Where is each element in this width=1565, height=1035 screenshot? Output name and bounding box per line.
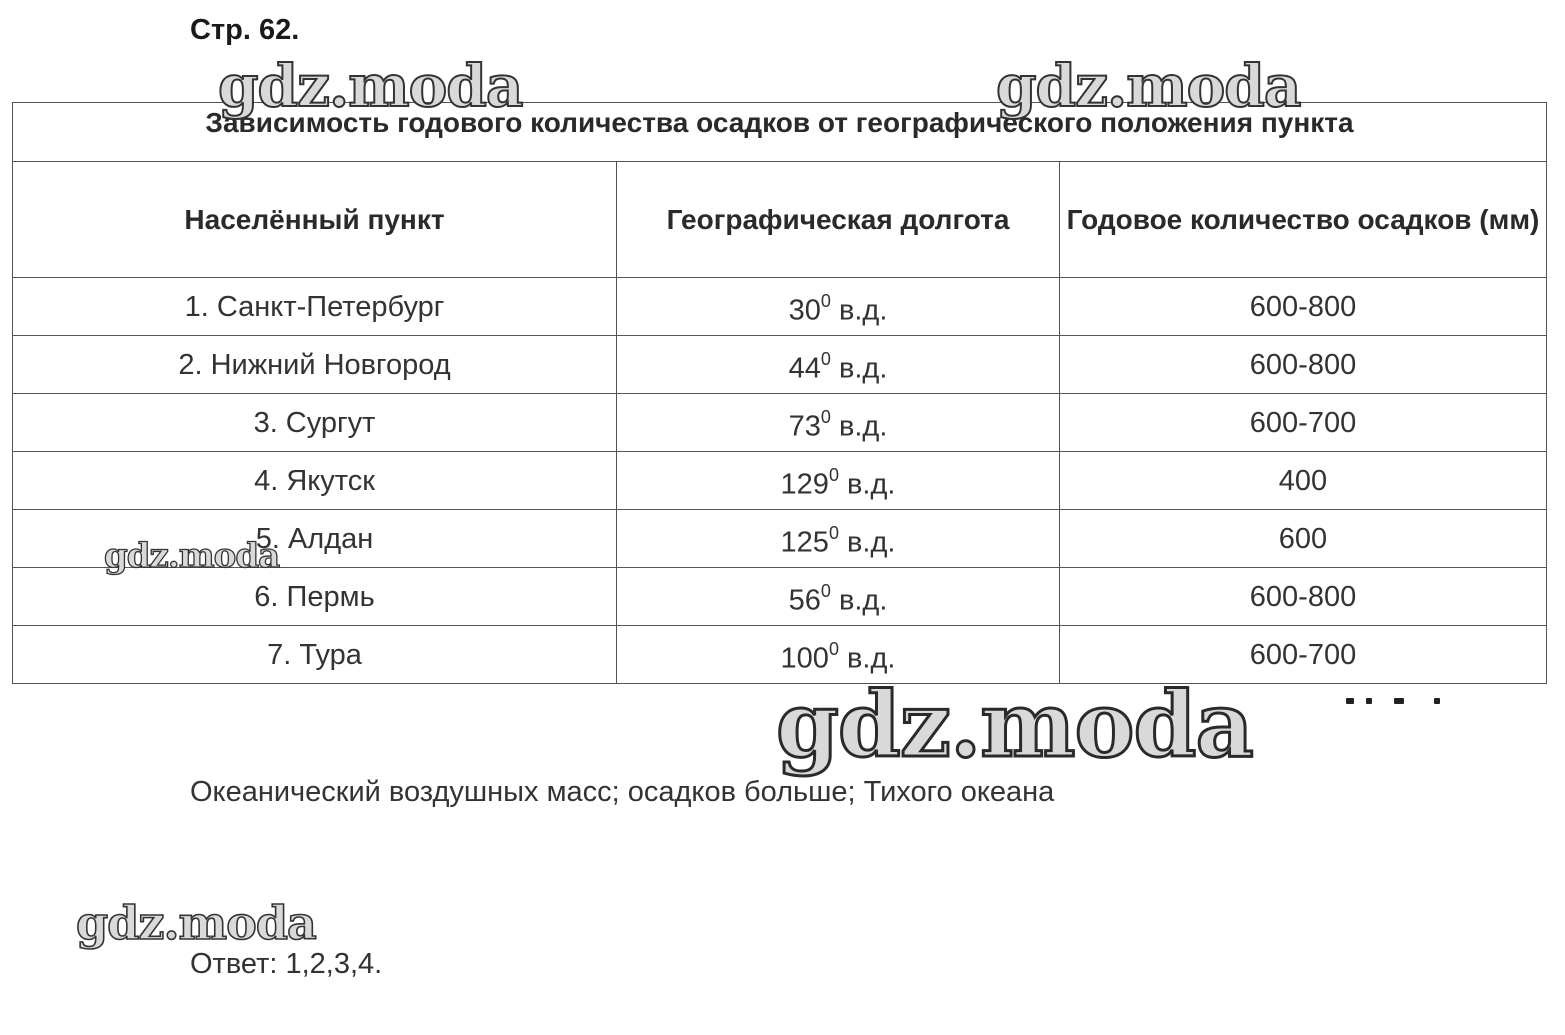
column-header-precipitation: Годовое количество осадков (мм) bbox=[1060, 162, 1547, 278]
watermark-logo: gdz.moda bbox=[218, 52, 523, 120]
cell-place: 1. Санкт-Петербург bbox=[13, 278, 617, 336]
table-body bbox=[13, 278, 1547, 684]
cell-place: 2. Нижний Новгород bbox=[13, 336, 617, 394]
cell-precipitation: 600-800 bbox=[1060, 568, 1547, 626]
cell-precipitation: 600-800 bbox=[1060, 278, 1547, 336]
cell-precipitation: 600-700 bbox=[1060, 394, 1547, 452]
cell-longitude: $129^0$ в.д. bbox=[617, 452, 1060, 510]
cell-longitude: $44^0$ в.д. bbox=[617, 336, 1060, 394]
table-row bbox=[13, 394, 1547, 452]
watermark-logo: gdz.moda bbox=[76, 896, 316, 950]
table-title: Зависимость годового количества осадков от географического положения пункта bbox=[13, 103, 1547, 162]
watermark-logo: gdz.moda bbox=[104, 536, 280, 576]
cell-precipitation: 400 bbox=[1060, 452, 1547, 510]
answer-final: Ответ: 1,2,3,4. bbox=[190, 948, 383, 980]
cell-longitude: $100^0$ в.д. bbox=[617, 626, 1060, 684]
precipitation-table bbox=[12, 102, 1547, 684]
answer-text: Океанический воздушных масс; осадков больше; Тихого океана bbox=[190, 776, 1055, 808]
watermark-logo: gdz.moda bbox=[776, 672, 1253, 778]
cell-place: 4. Якутск bbox=[13, 452, 617, 510]
table-row bbox=[13, 336, 1547, 394]
cell-place: 6. Пермь bbox=[13, 568, 617, 626]
table-header-row bbox=[13, 162, 1547, 278]
column-header-longitude: Географическая долгота bbox=[617, 162, 1060, 278]
table-row bbox=[13, 568, 1547, 626]
cell-place: 5. Алдан bbox=[13, 510, 617, 568]
watermark-logo: gdz.moda bbox=[996, 52, 1301, 120]
cell-place: 7. Тура bbox=[13, 626, 617, 684]
cell-precipitation: 600-700 bbox=[1060, 626, 1547, 684]
ink-marks bbox=[1346, 698, 1446, 708]
cell-precipitation: 600-800 bbox=[1060, 336, 1547, 394]
cell-longitude: $125^0$ в.д. bbox=[617, 510, 1060, 568]
cell-precipitation: 600 bbox=[1060, 510, 1547, 568]
column-header-place: Населённый пункт bbox=[13, 162, 617, 278]
cell-longitude: $73^0$ в.д. bbox=[617, 394, 1060, 452]
table-row bbox=[13, 278, 1547, 336]
cell-longitude: $30^0$ в.д. bbox=[617, 278, 1060, 336]
cell-longitude: $56^0$ в.д. bbox=[617, 568, 1060, 626]
table-row bbox=[13, 452, 1547, 510]
page-reference: Стр. 62. bbox=[190, 14, 300, 46]
cell-place: 3. Сургут bbox=[13, 394, 617, 452]
